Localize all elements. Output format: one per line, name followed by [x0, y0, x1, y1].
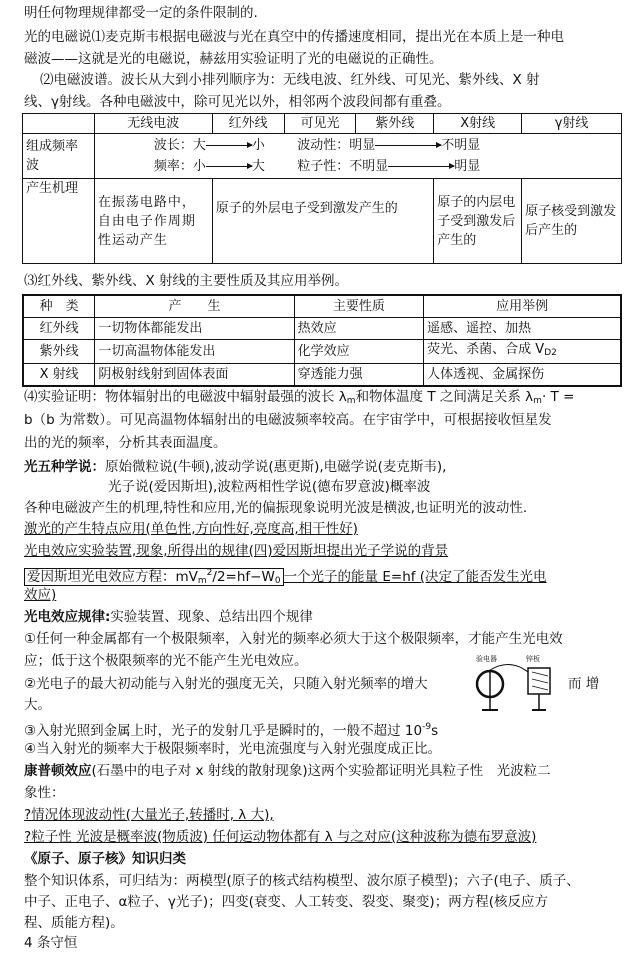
text-line: ?粒子性 光波是概率波(物质波) 任何运动物体都有 λ 与之对应(这种波称为德布罗意波) [24, 829, 537, 845]
table-row [23, 114, 622, 134]
text-line: 应；低于这个极限频率的光不能产生光电效应。 [24, 653, 308, 669]
svg-text:验电器: 验电器 [476, 655, 497, 663]
svg-text:锌板: 锌板 [526, 655, 540, 663]
electroscope-icon [470, 652, 562, 714]
text-line: 激光的产生特点应用(单色性,方向性好,亮度高,相干性好) [24, 521, 358, 537]
spectrum-table [22, 113, 622, 264]
text-line: ⑷实验证明：物体辐射出的电磁波中辐射最强的波长 $\lambda_m$和物体温度 T 之间满足关系 $\lambda_m\cdot T$ = [24, 389, 575, 406]
table-cell: 热效应 [294, 318, 424, 340]
table-cell: 一切高温物体能发出 [95, 340, 294, 364]
section-title: 《原子、原子核》知识归类 [24, 851, 186, 867]
text-line: 康普顿效应(石墨中的电子对 x 射线的散射现象)这两个实验都证明光具粒子性 光波粒二 [24, 763, 551, 779]
table-cell: 红外线 [23, 318, 95, 340]
text-line: ②光电子的最大初动能与入射光的强度无关，只随入射光频率的增大 [24, 676, 428, 692]
text-line: 光子说(爱因斯坦),波粒两相性学说(德布罗意波)概率波 [108, 479, 431, 495]
mechanism-cell: 原子的外层电子受到激发产生的 [212, 179, 434, 264]
header-cell: γ射线 [522, 114, 622, 134]
text-line: ①任何一种金属都有一个极限频率，入射光的频率必须大于这个极限频率，才能产生光电效 [24, 631, 563, 647]
text-line: 效应) [24, 587, 57, 603]
text-line: ③入射光照到金属上时，光子的发射几乎是瞬时的，一般不超过 $10^{-9}s$ [24, 722, 439, 739]
header-cell: 主要性质 [294, 295, 424, 318]
text-line: 大。 [24, 697, 51, 713]
table-cell: 阴极射线射到固体表面 [95, 364, 294, 387]
table-row [23, 340, 621, 364]
text-line: 光的电磁说⑴麦克斯韦根据电磁波与光在真空中的传播速度相同，提出光在本质上是一种电 [24, 29, 564, 45]
table-cell: 一切物体都能发出 [95, 318, 294, 340]
property-table [22, 294, 622, 387]
text-line: 整个知识体系，可归结为：两模型(原子的核式结构模型、波尔原子模型)；六子(电子、质子、 [24, 873, 580, 889]
table-row [23, 318, 621, 340]
mechanism-cell: 在振荡电路中，自由电子作周期性运动产生 [94, 179, 212, 264]
header-cell: 紫外线 [356, 114, 434, 134]
arrow-icon [375, 145, 441, 146]
header-cell: 无线电波 [94, 114, 212, 134]
bold-heading: 光电效应规律: [24, 609, 111, 625]
text-line: 明任何物理规律都受一定的条件限制的. [24, 5, 258, 21]
electroscope-figure [470, 652, 562, 714]
header-cell: 种 类 [23, 295, 95, 318]
section-title: ⑶红外线、紫外线、X 射线的主要性质及其应用举例。 [24, 273, 349, 289]
table-cell: 人体透视、金属探伤 [424, 364, 621, 387]
table-row [23, 295, 621, 318]
mechanism-cell: 原子的内层电子受到激发后产生的 [434, 179, 522, 264]
table-cell: 穿透能力强 [294, 364, 424, 387]
text-line: 中子、正电子、α粒子、γ光子)；四变(衰变、人工转变、裂变、聚变)；两方程(核反应方 [24, 894, 548, 910]
trend-cell: 波长：大 小 波动性：明显 不明显 频率：小 大 粒子性：不明显 明显 [94, 134, 621, 179]
header-cell: X射线 [434, 114, 522, 134]
text-line: 线、γ射线。各种电磁波中，除可见光以外，相邻两个波段间都有重叠。 [24, 94, 451, 110]
table-cell: 遥感、遥控、加热 [424, 318, 621, 340]
text-line: ?情况体现波动性(大量光子,转播时, λ 大), [24, 807, 274, 823]
text-line: 爱因斯坦光电效应方程：$mV_m^2/2=hf-W_0$ 一个光子的能量 E=hf (决定了能否发生光电 [24, 564, 622, 591]
text-line: 光五种学说：原始微粒说(牛顿),波动学说(惠更斯),电磁学说(麦克斯韦), [24, 459, 447, 475]
row-label: 组成频率波 [23, 134, 95, 179]
text-line: ⑵电磁波谱。波长从大到小排列顺序为：无线电波、红外线、可见光、紫外线、X 射 [40, 72, 540, 88]
header-cell: 应用举例 [424, 295, 621, 318]
text-line: 出的光的频率，分析其表面温度。 [24, 435, 227, 451]
arrow-icon [388, 166, 454, 167]
text-line: 光电效应实验装置,现象,所得出的规律(四)爱因斯坦提出光子学说的背景 [24, 543, 449, 559]
text-line: 各种电磁波产生的机理,特性和应用,光的偏振现象说明光波是横波,也证明光的波动性. [24, 500, 528, 516]
arrow-icon [206, 166, 252, 167]
text-line: 4 条守恒 [24, 935, 78, 951]
table-cell: 荧光、杀菌、合成 $V_{D2}$ [424, 340, 621, 364]
table-row [23, 364, 621, 387]
arrow-icon [206, 145, 252, 146]
text-line: 光电效应规律:实验装置、现象、总结出四个规律 [24, 609, 313, 625]
equation-box: 爱因斯坦光电效应方程：$mV_m^2/2=hf-W_0$ [24, 568, 284, 586]
text-line: 程、质能方程)。 [24, 915, 124, 931]
table-cell: X 射线 [23, 364, 95, 387]
text-line: ④当入射光的频率大于极限频率时，光电流强度与入射光强度成正比。 [24, 741, 442, 757]
header-cell: 红外线 [212, 114, 284, 134]
row-label: 产生机理 [23, 179, 95, 264]
text-line: 而 增 [568, 676, 600, 692]
mechanism-cell: 原子核受到激发后产生的 [522, 179, 622, 264]
header-cell: 可见光 [284, 114, 356, 134]
table-row [23, 179, 622, 264]
bold-heading: 光五种学说： [24, 459, 105, 475]
text-line: 象性： [24, 785, 65, 801]
table-cell: 紫外线 [23, 340, 95, 364]
header-cell: 产 生 [95, 295, 294, 318]
text-line: b（b 为常数）。可见高温物体辐射出的电磁波频率较高。在宇宙学中，可根据接收恒星发 [24, 412, 552, 428]
table-cell: 化学效应 [294, 340, 424, 364]
text-line: 磁波——这就是光的电磁说，赫兹用实验证明了光的电磁说的正确性。 [24, 51, 443, 67]
table-row [23, 134, 622, 179]
bold-heading: 康普顿效应 [24, 763, 92, 779]
